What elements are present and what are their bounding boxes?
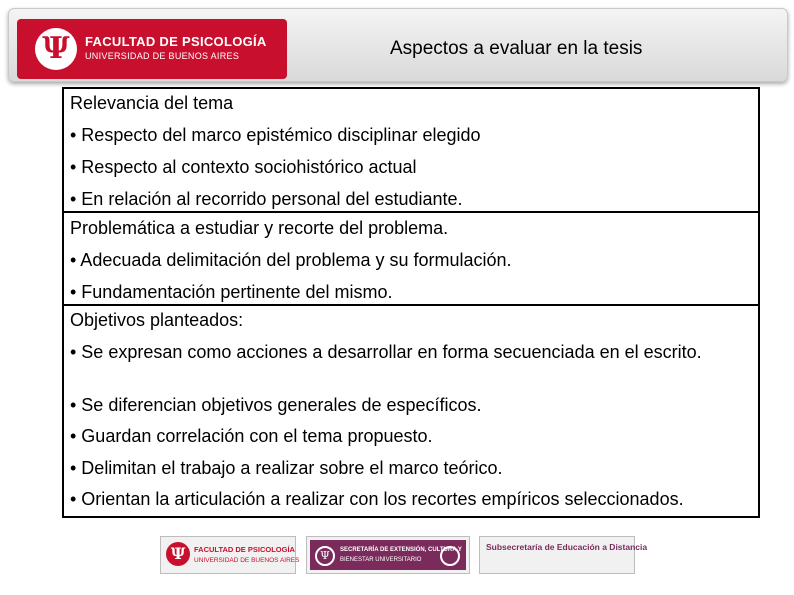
footer-logo-extension-line1: SECRETARÍA DE EXTENSIÓN, CULTURA Y [340, 547, 462, 553]
footer-logo-university-name: UNIVERSIDAD DE BUENOS AIRES [194, 557, 300, 564]
circle-emblem-icon [440, 546, 460, 566]
section-problematica [64, 213, 758, 306]
footer-logo-extension [306, 536, 470, 574]
list-item: • Respecto al contexto sociohistórico actual [70, 157, 417, 177]
list-item: • Adecuada delimitación del problema y su formulación. [70, 250, 512, 270]
footer-logo-distance-education [479, 536, 648, 574]
section-heading: Problemática a estudiar y recorte del problema. [70, 218, 449, 238]
section-relevancia [64, 89, 758, 213]
footer-logo-faculty-name: FACULTAD DE PSICOLOGÍA [194, 545, 295, 554]
psi-logo-icon: Ψ [166, 542, 190, 566]
list-item: • Delimitan el trabajo a realizar sobre el marco teórico. [70, 458, 503, 478]
slide-title: Aspectos a evaluar en la tesis [390, 38, 643, 59]
faculty-logo [17, 19, 287, 79]
logo-university-name: UNIVERSIDAD DE BUENOS AIRES [85, 51, 240, 61]
criteria-table [62, 87, 760, 518]
list-item: • Respecto del marco epistémico disciplinar elegido [70, 125, 481, 145]
psi-logo-icon: Ψ [35, 28, 77, 70]
list-item: • Guardan correlación con el tema propuesto. [70, 426, 433, 446]
footer-logo-extension-line2: BIENESTAR UNIVERSITARIO [340, 557, 422, 563]
psi-logo-icon: Ψ [315, 546, 335, 566]
footer-logo-faculty [160, 536, 300, 574]
section-heading: Objetivos planteados: [70, 310, 244, 330]
list-item: • Se diferencian objetivos generales de específicos. [70, 395, 482, 415]
list-item: • Fundamentación pertinente del mismo. [70, 282, 393, 302]
footer-logo-extension-panel [310, 540, 466, 570]
list-item: • Se expresan como acciones a desarrollar en forma secuenciada en el escrito. [70, 342, 702, 362]
logo-faculty-name: FACULTAD DE PSICOLOGÍA [85, 34, 267, 49]
list-item: • Orientan la articulación a realizar con los recortes empíricos seleccionados. [70, 489, 684, 509]
header-band [8, 8, 788, 82]
section-objetivos [64, 306, 758, 516]
footer-logo-distance-education-text: Subsecretaría de Educación a Distancia [486, 542, 648, 552]
list-item: • En relación al recorrido personal del estudiante. [70, 189, 463, 209]
section-heading: Relevancia del tema [70, 93, 234, 113]
